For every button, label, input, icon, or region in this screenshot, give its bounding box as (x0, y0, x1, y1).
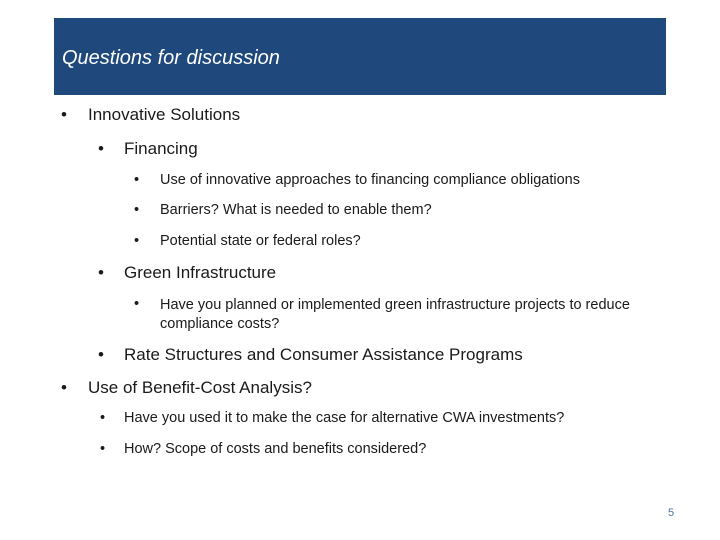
bullet-financing: Financing (124, 139, 198, 158)
bullet-innovative-solutions: Innovative Solutions (88, 105, 241, 124)
title-bar (54, 18, 666, 95)
bullet-financing-barriers: Barriers? What is needed to enable them? (160, 202, 432, 218)
bullet-rate-structures: Rate Structures and Consumer Assistance Programs (124, 345, 523, 364)
bullet-financing-approaches: Use of innovative approaches to financing compliance obligations (160, 172, 580, 188)
bullet-benefit-cost-analysis: Use of Benefit-Cost Analysis? (88, 378, 312, 397)
bullet-marker: • (134, 296, 140, 312)
bullet-bca-case: Have you used it to make the case for alternative CWA investments? (124, 410, 565, 426)
bullet-bca-scope: How? Scope of costs and benefits considered? (124, 441, 427, 457)
bullet-marker: • (134, 202, 140, 218)
slide-title: Questions for discussion (62, 47, 280, 69)
bullet-marker: • (134, 172, 140, 188)
bullet-green-infrastructure: Green Infrastructure (124, 263, 277, 282)
page-number: 5 (668, 507, 675, 519)
bullet-financing-roles: Potential state or federal roles? (160, 233, 361, 249)
bullet-marker: • (98, 345, 104, 364)
bullet-marker: • (100, 441, 106, 457)
bullet-marker: • (98, 139, 104, 158)
bullet-marker: • (61, 378, 67, 397)
bullet-marker: • (98, 263, 104, 282)
bullet-marker: • (100, 410, 106, 426)
bullet-green-projects: Have you planned or implemented green infrastructure projects to reduce compliance costs? (160, 297, 630, 332)
bullet-marker: • (61, 105, 67, 124)
bullet-marker: • (134, 233, 140, 249)
